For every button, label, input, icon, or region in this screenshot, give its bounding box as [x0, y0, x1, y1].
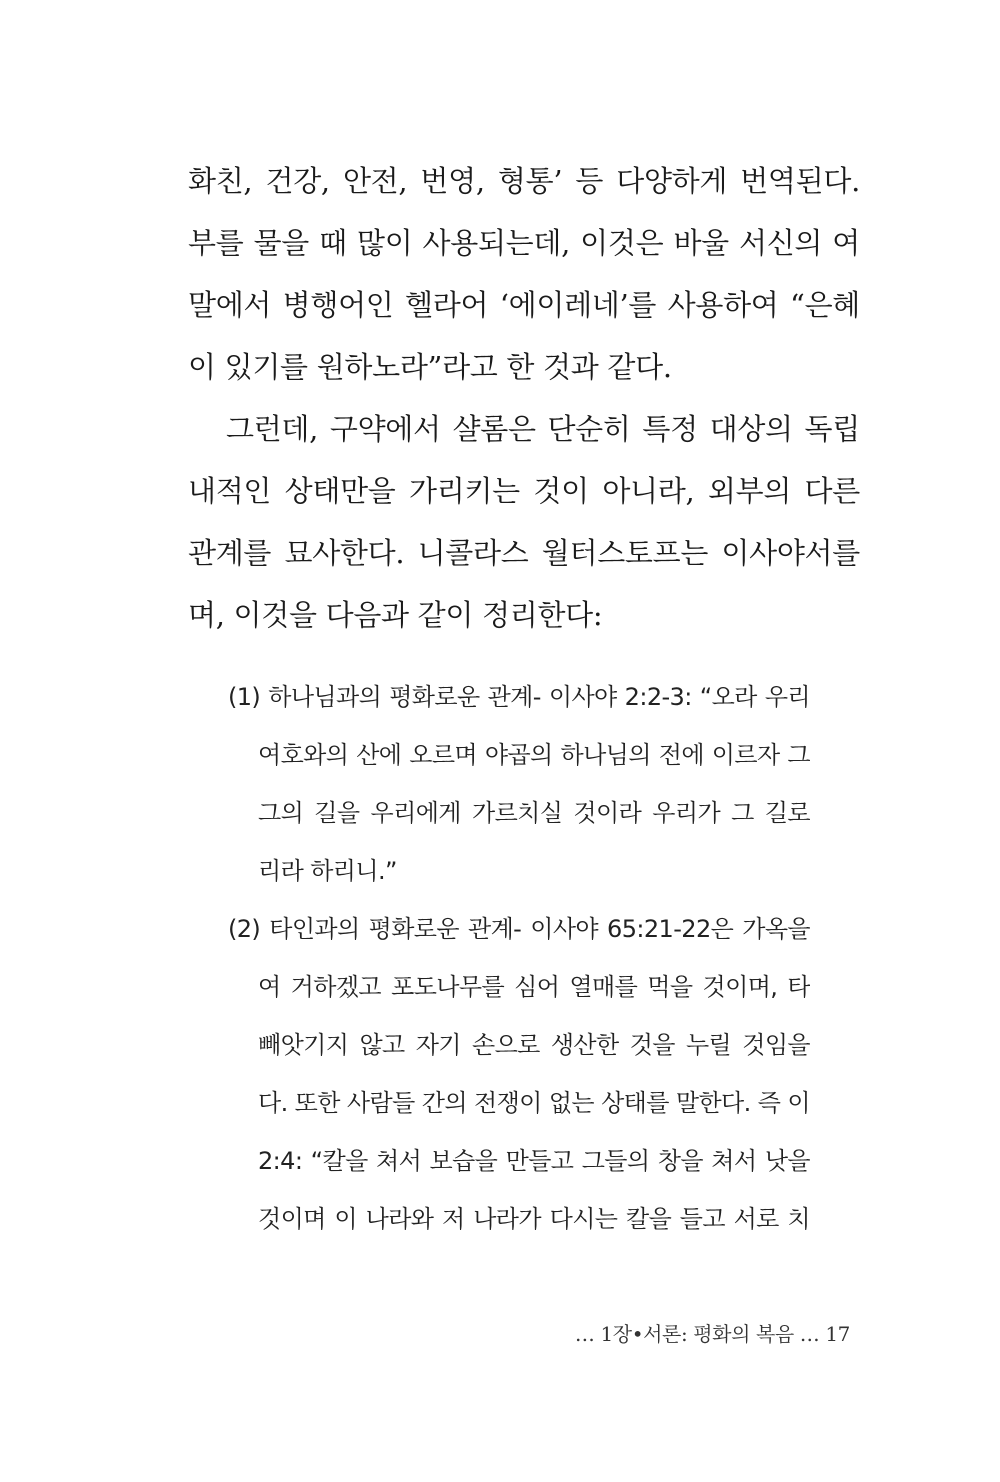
- quote-line: 것이며 이 나라와 저 나라가 다시는 칼을 들고 서로 치: [258, 1205, 810, 1233]
- block-quote: [228, 668, 810, 1248]
- paragraph-line: 말에서 병행어인 헬라어 ‘에이레네’를 사용하여 “은혜: [188, 288, 860, 322]
- quote-line: 그의 길을 우리에게 가르치실 것이라 우리가 그 길로: [258, 799, 810, 827]
- quote-item-2: [228, 900, 810, 1248]
- paragraph-line: 관계를 묘사한다. 니콜라스 월터스토프는 이사야서를: [188, 536, 860, 570]
- quote-line: (1) 하나님과의 평화로운 관계- 이사야 2:2-3: “오라 우리: [228, 683, 810, 711]
- quote-line: 여호와의 산에 오르며 야곱의 하나님의 전에 이르자 그: [258, 741, 810, 769]
- quote-line: (2) 타인과의 평화로운 관계- 이사야 65:21-22은 가옥을: [228, 915, 810, 943]
- page-number: 17: [825, 1322, 850, 1346]
- paragraph-line: 부를 물을 때 많이 사용되는데, 이것은 바울 서신의 여: [188, 226, 860, 260]
- paragraph-line: 화친, 건강, 안전, 번영, 형통’ 등 다양하게 번역된다.: [188, 164, 860, 198]
- quote-line: 빼앗기지 않고 자기 손으로 생산한 것을 누릴 것임을: [258, 1031, 810, 1059]
- quote-item-1: [228, 668, 810, 900]
- quote-line: 여 거하겠고 포도나무를 심어 열매를 먹을 것이며, 타: [258, 973, 810, 1001]
- body-text: [188, 150, 860, 646]
- running-head: … 1장•서론: 평화의 복음 …: [574, 1322, 820, 1346]
- quote-line: 다. 또한 사람들 간의 전쟁이 없는 상태를 말한다. 즉 이: [258, 1089, 810, 1117]
- paragraph-line: 며, 이것을 다음과 같이 정리한다:: [188, 598, 603, 632]
- quote-line: 2:4: “칼을 쳐서 보습을 만들고 그들의 창을 쳐서 낫을: [258, 1147, 810, 1175]
- page-footer: [575, 1318, 850, 1347]
- paragraph-line: 내적인 상태만을 가리키는 것이 아니라, 외부의 다른: [188, 474, 860, 508]
- paragraph-2: [188, 398, 860, 646]
- quote-line: 리라 하리니.”: [258, 857, 397, 885]
- paragraph-line: 그런데, 구약에서 샬롬은 단순히 특정 대상의 독립: [226, 412, 860, 446]
- paragraph-1: [188, 150, 860, 398]
- paragraph-line: 이 있기를 원하노라”라고 한 것과 같다.: [188, 350, 672, 384]
